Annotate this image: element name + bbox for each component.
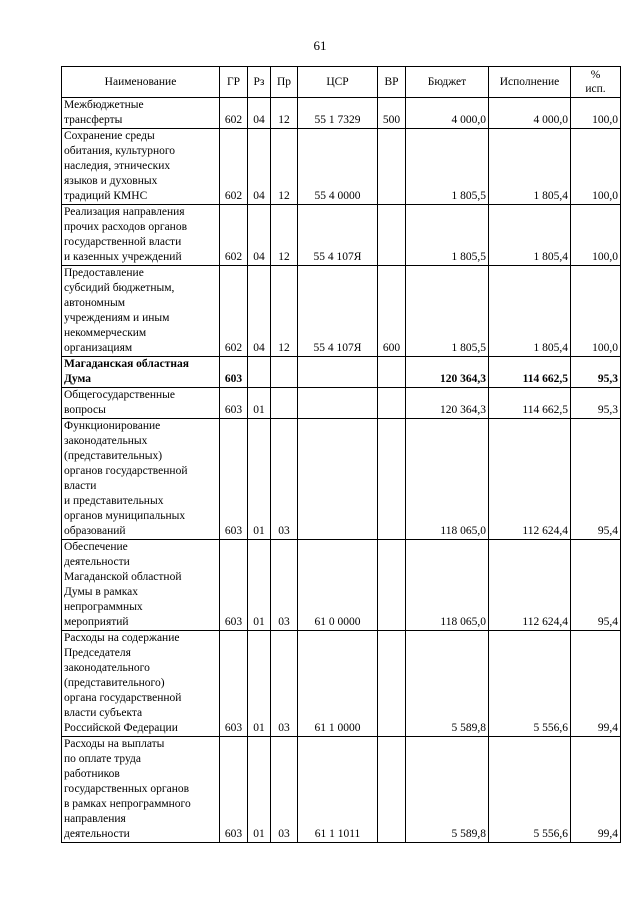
cell-vr	[378, 205, 406, 266]
table-row	[62, 388, 621, 419]
page-number: 61	[313, 38, 327, 53]
cell-name: Обеспечение деятельности Магаданской областной Думы в рамках непрограммных мероприятий	[62, 540, 220, 631]
cell-rz: 01	[248, 540, 271, 631]
cell-gr: 602	[220, 266, 248, 357]
cell-percent: 99,4	[571, 737, 621, 843]
cell-name: Реализация направления прочих расходов органов государственной власти и казенных учреждений	[62, 205, 220, 266]
table-row	[62, 266, 621, 357]
cell-gr: 602	[220, 98, 248, 129]
cell-pr: 03	[271, 419, 298, 540]
cell-pr	[271, 357, 298, 388]
table-row	[62, 98, 621, 129]
table-row	[62, 129, 621, 205]
cell-percent: 100,0	[571, 129, 621, 205]
table-row	[62, 540, 621, 631]
cell-budget: 4 000,0	[406, 98, 489, 129]
cell-name: Сохранение среды обитания, культурного наследия, этнических языков и духовных традиций КМНС	[62, 129, 220, 205]
cell-percent: 95,4	[571, 419, 621, 540]
cell-name: Предоставление субсидий бюджетным, автономным учреждениям и иным некоммерческим организациям	[62, 266, 220, 357]
cell-vr	[378, 357, 406, 388]
cell-budget: 5 589,8	[406, 631, 489, 737]
table-row	[62, 205, 621, 266]
cell-execution: 4 000,0	[489, 98, 571, 129]
cell-vr	[378, 419, 406, 540]
cell-name: Магаданская областная Дума	[62, 357, 220, 388]
table-row	[62, 737, 621, 843]
header-pr: Пр	[271, 67, 298, 98]
cell-percent: 95,4	[571, 540, 621, 631]
cell-rz: 01	[248, 419, 271, 540]
cell-gr: 603	[220, 737, 248, 843]
cell-gr: 603	[220, 357, 248, 388]
cell-pr	[271, 388, 298, 419]
cell-percent: 100,0	[571, 205, 621, 266]
cell-csr: 55 4 0000	[298, 129, 378, 205]
cell-execution: 1 805,4	[489, 266, 571, 357]
cell-execution: 5 556,6	[489, 631, 571, 737]
cell-vr	[378, 388, 406, 419]
cell-gr: 603	[220, 388, 248, 419]
header-rz: Рз	[248, 67, 271, 98]
header-csr: ЦСР	[298, 67, 378, 98]
cell-rz: 01	[248, 631, 271, 737]
cell-pr: 12	[271, 129, 298, 205]
cell-pr: 03	[271, 540, 298, 631]
cell-pr: 12	[271, 98, 298, 129]
cell-execution: 1 805,4	[489, 129, 571, 205]
header-percent: % исп.	[571, 67, 621, 98]
cell-vr: 500	[378, 98, 406, 129]
table-header-row	[62, 67, 621, 98]
cell-percent: 95,3	[571, 357, 621, 388]
cell-execution: 112 624,4	[489, 419, 571, 540]
cell-name: Расходы на содержание Председателя законодательного (представительного) органа государственной власти субъекта Российской Федерации	[62, 631, 220, 737]
header-vr: ВР	[378, 67, 406, 98]
cell-budget: 1 805,5	[406, 205, 489, 266]
cell-name: Расходы на выплаты по оплате труда работников государственных органов в рамках непрограммного направления деятельности	[62, 737, 220, 843]
cell-gr: 602	[220, 205, 248, 266]
cell-gr: 603	[220, 419, 248, 540]
cell-rz: 04	[248, 98, 271, 129]
cell-rz: 04	[248, 266, 271, 357]
cell-csr: 61 1 1011	[298, 737, 378, 843]
cell-budget: 120 364,3	[406, 388, 489, 419]
cell-vr	[378, 737, 406, 843]
cell-percent: 100,0	[571, 98, 621, 129]
cell-gr: 602	[220, 129, 248, 205]
cell-budget: 118 065,0	[406, 540, 489, 631]
cell-pr: 12	[271, 205, 298, 266]
cell-rz: 01	[248, 388, 271, 419]
cell-name: Межбюджетные трансферты	[62, 98, 220, 129]
cell-csr	[298, 419, 378, 540]
cell-name: Общегосударственные вопросы	[62, 388, 220, 419]
cell-pr: 03	[271, 631, 298, 737]
cell-name: Функционирование законодательных (представительных) органов государственной власти и представительных органов муниципальных образований	[62, 419, 220, 540]
cell-budget: 5 589,8	[406, 737, 489, 843]
cell-percent: 95,3	[571, 388, 621, 419]
cell-rz: 01	[248, 737, 271, 843]
cell-vr	[378, 631, 406, 737]
cell-execution: 114 662,5	[489, 357, 571, 388]
cell-execution: 5 556,6	[489, 737, 571, 843]
cell-csr: 55 1 7329	[298, 98, 378, 129]
cell-execution: 114 662,5	[489, 388, 571, 419]
cell-budget: 1 805,5	[406, 129, 489, 205]
cell-percent: 100,0	[571, 266, 621, 357]
header-gr: ГР	[220, 67, 248, 98]
cell-vr: 600	[378, 266, 406, 357]
cell-budget: 1 805,5	[406, 266, 489, 357]
cell-vr	[378, 129, 406, 205]
cell-csr: 55 4 107Я	[298, 205, 378, 266]
cell-rz: 04	[248, 205, 271, 266]
header-name: Наименование	[62, 67, 220, 98]
cell-csr	[298, 388, 378, 419]
cell-rz	[248, 357, 271, 388]
cell-csr: 55 4 107Я	[298, 266, 378, 357]
cell-execution: 112 624,4	[489, 540, 571, 631]
cell-budget: 118 065,0	[406, 419, 489, 540]
header-execution: Исполнение	[489, 67, 571, 98]
cell-gr: 603	[220, 540, 248, 631]
cell-percent: 99,4	[571, 631, 621, 737]
table-row	[62, 419, 621, 540]
cell-vr	[378, 540, 406, 631]
table-row	[62, 357, 621, 388]
cell-csr: 61 1 0000	[298, 631, 378, 737]
table-row	[62, 631, 621, 737]
cell-pr: 12	[271, 266, 298, 357]
cell-budget: 120 364,3	[406, 357, 489, 388]
cell-pr: 03	[271, 737, 298, 843]
header-budget: Бюджет	[406, 67, 489, 98]
cell-execution: 1 805,4	[489, 205, 571, 266]
cell-csr: 61 0 0000	[298, 540, 378, 631]
cell-gr: 603	[220, 631, 248, 737]
budget-execution-table	[61, 66, 621, 843]
cell-rz: 04	[248, 129, 271, 205]
cell-csr	[298, 357, 378, 388]
